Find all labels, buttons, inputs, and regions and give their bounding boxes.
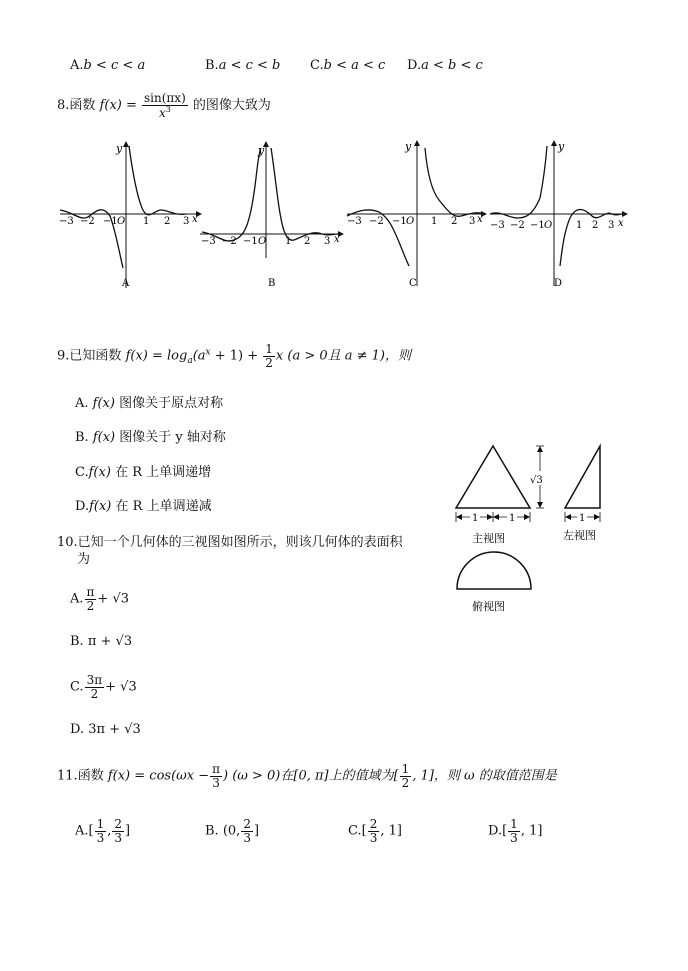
- q10-stem-line2: 为: [77, 552, 91, 567]
- front-view-triangle: [456, 446, 530, 508]
- graph-b: [198, 138, 346, 293]
- svg-text:−1: −1: [243, 236, 258, 247]
- graph-b-label: B: [268, 278, 276, 289]
- q9-option-b: B. f(x) 图像关于 y 轴对称: [75, 430, 226, 445]
- svg-text:O: O: [258, 236, 267, 247]
- three-views-figure: [448, 438, 620, 618]
- front-view-label: 主视图: [472, 532, 505, 545]
- svg-text:−2: −2: [510, 220, 525, 231]
- svg-text:−3: −3: [201, 236, 216, 247]
- q8-fraction: $\frac{\sin(\pi x)}{x^3}$: [144, 91, 186, 120]
- graph-c-y-label: y: [405, 140, 412, 153]
- graph-b-x-label: x: [334, 234, 340, 245]
- svg-text:3: 3: [608, 220, 615, 231]
- svg-text:O: O: [544, 220, 553, 231]
- side-view-label: 左视图: [563, 529, 596, 542]
- svg-text:1: 1: [285, 236, 292, 247]
- svg-text:−1: −1: [103, 216, 118, 227]
- graph-c-x-label: x: [477, 214, 483, 225]
- svg-text:2: 2: [592, 220, 599, 231]
- q11-option-c: C.[ $\frac{2}{3}$ , 1]: [348, 817, 402, 845]
- graph-c-label: C: [409, 278, 417, 289]
- svg-text:−1: −1: [392, 216, 407, 227]
- svg-text:−1: −1: [530, 220, 545, 231]
- side-view-triangle: [565, 446, 600, 508]
- svg-text:1: 1: [143, 216, 150, 227]
- graph-d-label: D: [554, 278, 563, 289]
- graph-d-y-label: y: [558, 140, 565, 153]
- graph-a-label: A: [122, 278, 130, 289]
- svg-text:O: O: [406, 216, 415, 227]
- svg-text:1: 1: [576, 220, 583, 231]
- q10-option-c: C. $\frac{3\pi}{2}$ + √3: [70, 673, 137, 701]
- graph-d: [488, 138, 633, 293]
- q9-option-d: D.f(x) 在 R 上单调递减: [75, 499, 212, 514]
- graph-c: [345, 138, 490, 293]
- svg-text:−2: −2: [80, 216, 95, 227]
- svg-text:−2: −2: [222, 236, 237, 247]
- top-view-semicircle: [457, 552, 531, 589]
- q9-stem: 9.已知函数 $f(x) = \log_a(a^x + 1)$ + $\frac{1}{2}$ x (a > 0且 a ≠ 1)，则: [57, 342, 412, 370]
- q10-stem-line1: 10.已知一个几何体的三视图如图所示，则该几何体的表面积: [57, 535, 403, 550]
- q7-option-b: B.a < c < b: [205, 58, 281, 73]
- svg-text:3: 3: [469, 216, 476, 227]
- top-view-label: 俯视图: [472, 600, 505, 613]
- svg-text:1: 1: [509, 513, 516, 524]
- svg-text:1: 1: [579, 513, 586, 524]
- graph-a-y-label: y: [116, 142, 123, 155]
- q7-option-c: C.b < a < c: [310, 58, 386, 73]
- svg-text:−3: −3: [490, 220, 505, 231]
- svg-text:1: 1: [472, 513, 479, 524]
- svg-text:−3: −3: [59, 216, 74, 227]
- q11-option-d: D.[ $\frac{1}{3}$ , 1]: [488, 817, 543, 845]
- svg-text:1: 1: [431, 216, 438, 227]
- q9-option-c: C.f(x) 在 R 上单调递增: [75, 465, 212, 480]
- q8-stem: 8.函数 f(x) = $\frac{\sin(\pi x)}{x^3}$ 的图像大致为: [57, 91, 271, 120]
- q11-stem: 11.函数 f(x) = cos(ωx − $\frac{\pi}{3}$ ) (ω > 0)在[0, π]上的值域为[ $\frac{1}{2}$ , 1]，则 ω 的取值范围是: [57, 762, 557, 790]
- graph-a-x-label: x: [192, 214, 198, 225]
- q10-option-a: A. $\frac{\pi}{2}$ + √3: [70, 585, 130, 613]
- svg-text:3: 3: [324, 236, 331, 247]
- q10-option-b: B. π + √3: [70, 634, 133, 649]
- svg-text:2: 2: [451, 216, 458, 227]
- graph-b-y-label: y: [258, 144, 265, 157]
- q7-option-a: A.b < c < a: [70, 58, 146, 73]
- svg-text:2: 2: [164, 216, 171, 227]
- graph-a: [58, 138, 203, 293]
- svg-text:O: O: [117, 216, 126, 227]
- graph-d-x-label: x: [618, 218, 624, 229]
- svg-text:−2: −2: [369, 216, 384, 227]
- q11-option-a: A.[ $\frac{1}{3}$ , $\frac{2}{3}$ ]: [75, 817, 131, 845]
- svg-text:3: 3: [183, 216, 190, 227]
- q10-option-d: D. 3π + √3: [70, 722, 141, 737]
- height-label: √3: [530, 475, 543, 486]
- q9-option-a: A. f(x) 图像关于原点对称: [75, 396, 224, 411]
- q11-option-b: B. (0, $\frac{2}{3}$ ]: [205, 817, 260, 845]
- svg-text:2: 2: [304, 236, 311, 247]
- q7-option-d: D.a < b < c: [407, 58, 483, 73]
- svg-text:−3: −3: [347, 216, 362, 227]
